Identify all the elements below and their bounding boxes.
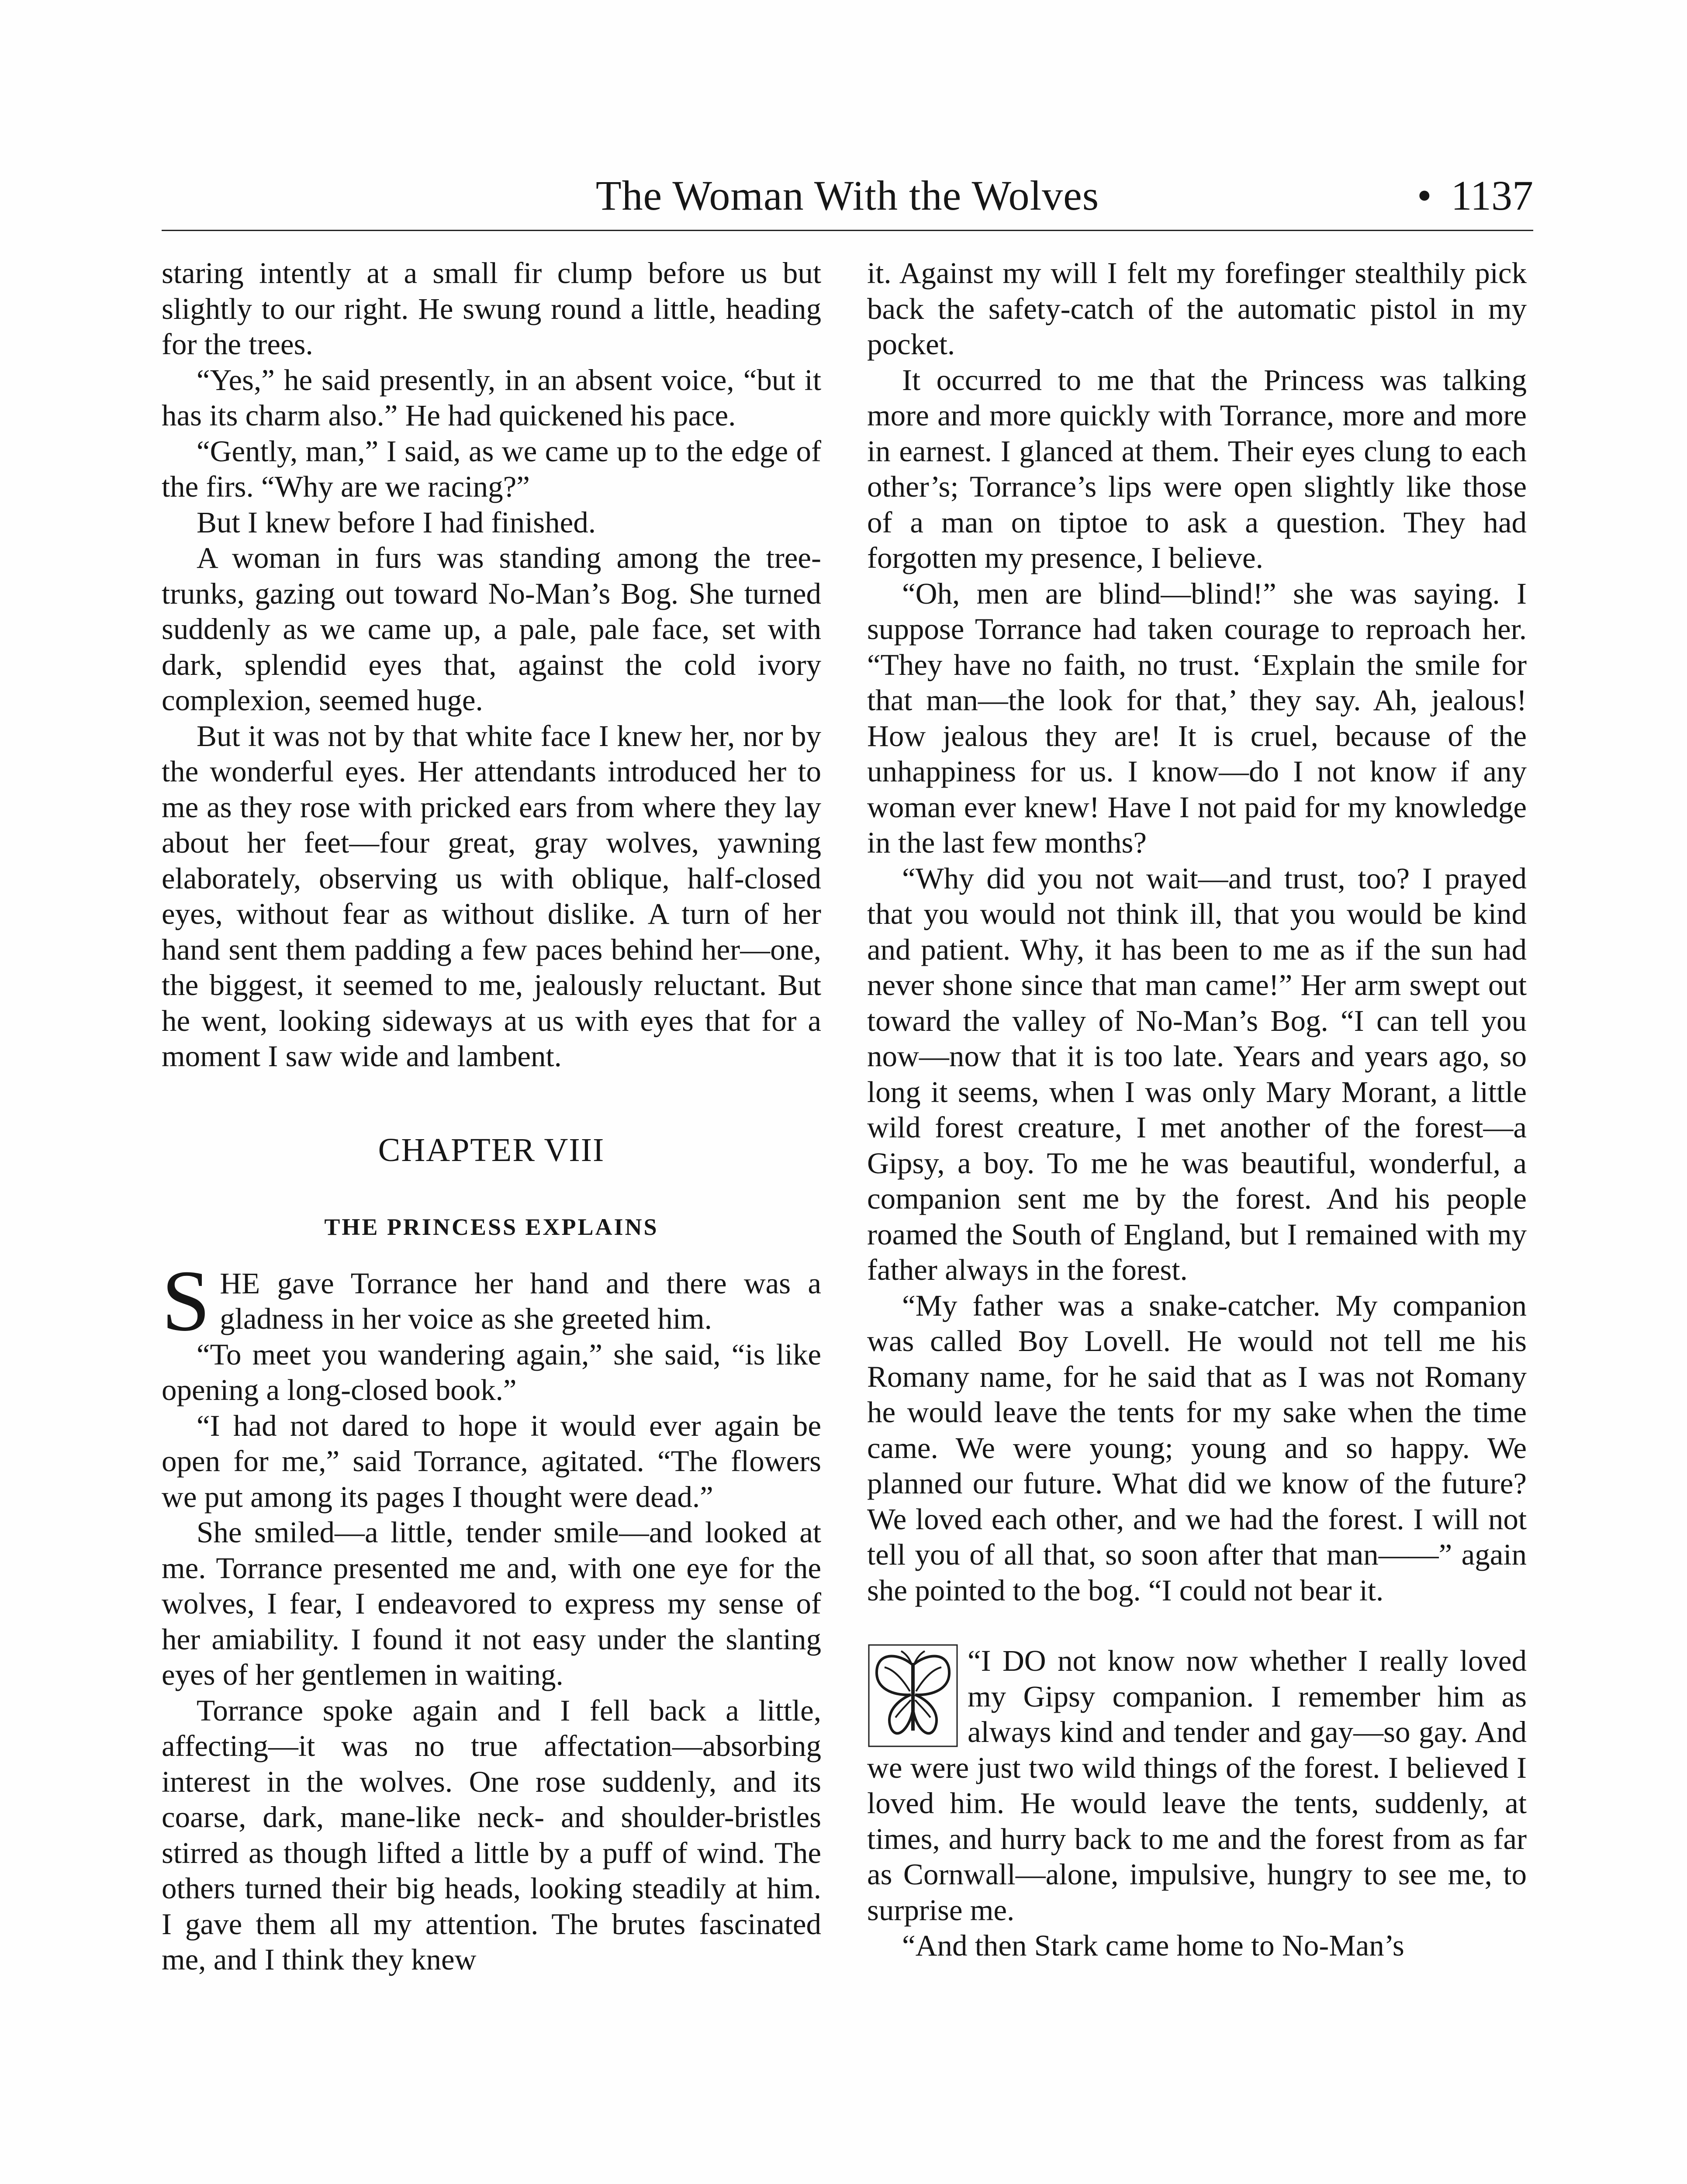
header-rule	[162, 230, 1533, 231]
paragraph: “To meet you wandering again,” she said, “is like opening a long-closed book.”	[162, 1337, 821, 1406]
bullet-glyph: •	[1417, 172, 1432, 219]
paragraph: “Yes,” he said presently, in an absent voice, “but it has its charm also.” He had quickened his pace.	[162, 363, 821, 432]
ornament-paragraph-text: “I DO not know now whether I really loved my Gipsy companion. I remember him as always kind and tender and gay—so gay. And we were just two wild things of the forest. I believed I loved him. He would leave the tents, suddenly, at times, and hurry back to me and the forest from as far as Cornwall—alone, impulsive, hungry to see me, to surprise me.	[867, 1644, 1527, 1927]
paragraph: But it was not by that white face I knew her, nor by the wonderful eyes. Her attendants introduced her to me as they rose with pricked ears from where they lay about her feet—four great, gray wolves, yawning elaborately, observing us with oblique, half-closed eyes, without fear as without dislike. A turn of her hand sent them padding a few paces behind her—one, the biggest, it seemed to me, jealously reluctant. But he went, looking sideways at us with eyes that for a moment I saw wide and lambent.	[162, 719, 821, 1073]
paragraph: staring intently at a small fir clump before us but slightly to our right. He swung round a little, heading for the trees.	[162, 256, 821, 361]
chapter-title: CHAPTER VIII	[378, 1131, 605, 1168]
butterfly-icon	[867, 1643, 959, 1748]
paragraph: A woman in furs was standing among the tree-trunks, gazing out toward No-Man’s Bog. She turned suddenly as we came up, a pale, pale face, set with dark, splendid eyes that, against the cold ivory complexion, seemed huge.	[162, 541, 821, 717]
paragraph: But I knew before I had finished.	[197, 505, 596, 539]
paragraph: She smiled—a little, tender smile—and looked at me. Torrance presented me and, with one eye for the wolves, I fear, I endeavored to express my sense of her amiability. I found it not easy under the slanting eyes of her gentlemen in waiting.	[162, 1516, 821, 1691]
page-number	[1417, 165, 1533, 226]
opening-text: HE gave Torrance her hand and there was a gladness in her voice as she greeted him.	[220, 1266, 821, 1335]
drop-cap: S	[162, 1252, 211, 1349]
left-column	[162, 256, 821, 1978]
paragraph: Torrance spoke again and I fell back a little, affecting—it was no true affectation—absorbing interest in the wolves. One rose suddenly, and its coarse, dark, mane-like neck- and shoulder-bristles stirred as though lifted a little by a puff of wind. The others turned their big heads, looking steadily at him. I gave them all my attention. The brutes fascinated me, and I think they knew	[162, 1693, 821, 1976]
section-title: THE PRINCESS EXPLAINS	[324, 1213, 659, 1240]
page-header	[162, 165, 1533, 226]
paragraph: it. Against my will I felt my forefinger stealthily pick back the safety-catch of the automatic pistol in my pocket.	[867, 256, 1527, 361]
paragraph: “Oh, men are blind—blind!” she was saying. I suppose Torrance had taken courage to reproach her. “They have no faith, no trust. ‘Explain the smile for that man—the look for that,’ they say. Ah, jealous! How jealous they are! It is cruel, because of the unhappiness for us. I know—do I not know if any woman ever knew! Have I not paid for my knowledge in the last few months?	[867, 577, 1527, 859]
running-title: The Woman With the Wolves	[595, 172, 1099, 219]
chapter-opening-paragraph	[162, 1252, 821, 1349]
paragraph: “My father was a snake-catcher. My companion was called Boy Lovell. He would not tell me his Romany name, for he said that as I was not Romany he would leave the tents for my sake when the time came. We were young; young and so happy. We planned our future. What did we know of the future? We loved each other, and we had the forest. I will not tell you of all that, so soon after that man——” again she pointed to the bog. “I could not bear it.	[867, 1289, 1527, 1607]
paragraph: “And then Stark came home to No-Man’s	[902, 1929, 1404, 1962]
paragraph: “I had not dared to hope it would ever again be open for me,” said Torrance, agitated. “The flowers we put among its pages I thought were dead.”	[162, 1409, 821, 1514]
page-number-value: 1137	[1451, 172, 1533, 219]
paragraph: It occurred to me that the Princess was talking more and more quickly with Torrance, more and more in earnest. I glanced at them. Their eyes clung to each other’s; Torrance’s lips were open slightly like those of a man on tiptoe to ask a question. They had forgotten my presence, I believe.	[867, 363, 1527, 574]
paragraph: “Gently, man,” I said, as we came up to the edge of the firs. “Why are we racing?”	[162, 434, 821, 503]
right-column	[867, 256, 1527, 1964]
paragraph: “Why did you not wait—and trust, too? I prayed that you would not think ill, that you would be kind and patient. Why, it has been to me as if the sun had never shone since that man came!” Her arm swept out toward the valley of No-Man’s Bog. “I can tell you now—now that it is too late. Years and years ago, so long it seems, when I was only Mary Morant, a little wild forest creature, I met another of the forest—a Gipsy, a boy. To me he was beautiful, wonderful, a companion sent me by the forest. And his people roamed the South of England, but I remained with my father always in the forest.	[867, 861, 1527, 1286]
ornament-paragraph	[867, 1643, 1527, 1928]
